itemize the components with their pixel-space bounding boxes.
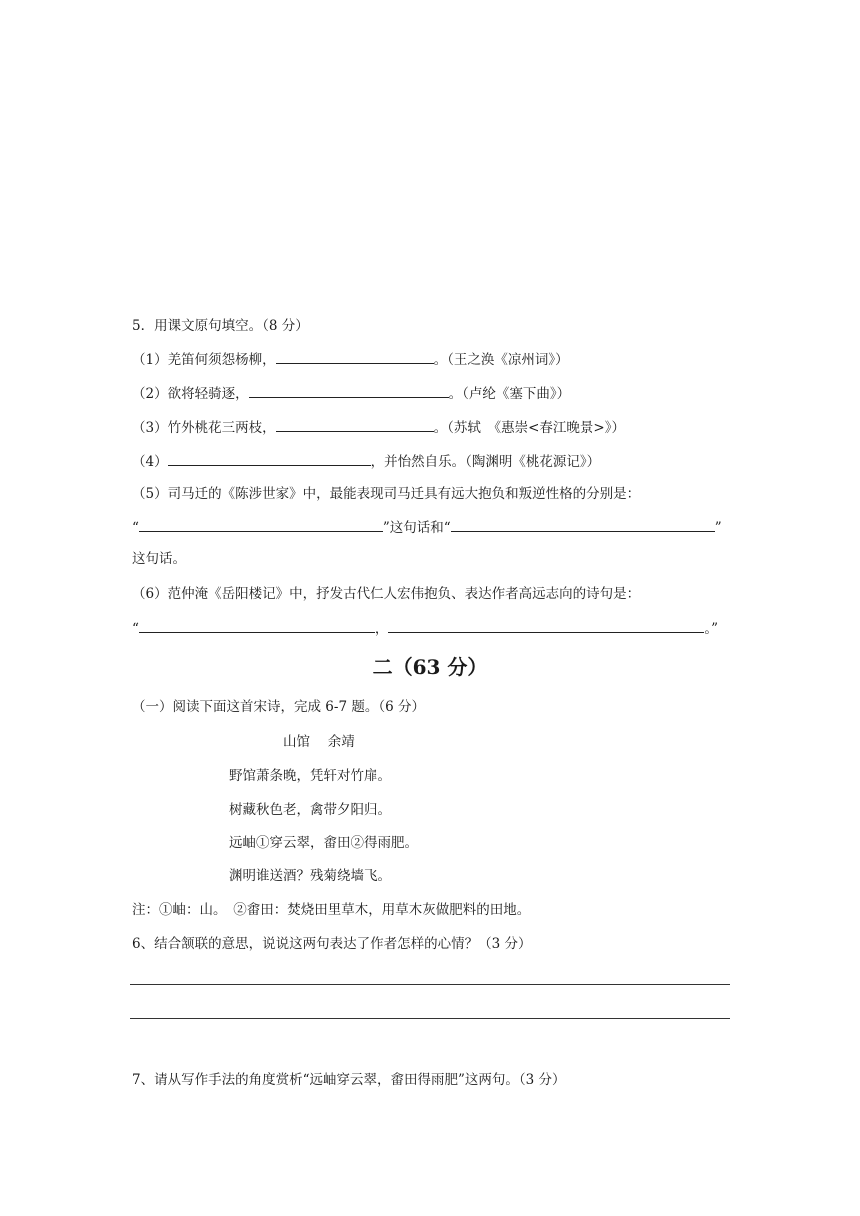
answer-blank: [139, 618, 375, 633]
q5-item-1-source: 。（王之涣《凉州词》）: [433, 352, 569, 368]
q6-prompt: 6、结合颔联的意思，说说这两句表达了作者怎样的心情？（3 分）: [132, 936, 532, 952]
answer-blank: [139, 517, 383, 532]
poem-title: 山馆 余靖: [283, 734, 355, 750]
q5-item-5-connector: ”这句话和“: [382, 520, 451, 536]
q5-item-5: （5）司马迁的《陈涉世家》中，最能表现司马迁具有远大抱负和叛逆性格的分别是：: [132, 486, 641, 502]
answer-blank: [276, 417, 434, 432]
poem-line: 渊明谁送酒？残菊绕墙飞。: [229, 868, 391, 884]
comma: ，: [374, 621, 389, 637]
open-quote: “: [132, 520, 139, 536]
q5-title: 5．用课文原句填空。（8 分）: [132, 318, 309, 334]
answer-line: [130, 1018, 730, 1019]
poem-line: 远岫①穿云翠，畬田②得雨肥。: [229, 835, 418, 851]
answer-line: [130, 984, 730, 985]
q5-item-6-answers: [132, 618, 718, 638]
q5-item-6: （6）范仲淹《岳阳楼记》中，抒发古代仁人宏伟抱负、表达作者高远志向的诗句是：: [132, 586, 641, 602]
q5-item-5-answers: [132, 517, 722, 537]
q7-prompt: 7、请从写作手法的角度赏析“远岫穿云翠，畬田得雨肥”这两句。（3 分）: [132, 1072, 566, 1088]
open-quote: “: [132, 621, 139, 637]
q5-item-1-prompt: （1）羌笛何须怨杨柳，: [132, 352, 276, 368]
q5-item-4: [132, 451, 600, 471]
q5-item-5-tail: 这句话。: [132, 551, 186, 567]
q5-item-2-source: 。（卢纶《塞下曲》）: [448, 386, 571, 402]
q5-item-2: [132, 383, 570, 403]
q5-item-3-source: 。（苏轼 《惠崇<春江晚景>》）: [433, 420, 625, 436]
answer-blank: [168, 451, 371, 466]
answer-blank: [451, 517, 715, 532]
section-heading: 二（63 分）: [372, 655, 488, 679]
q5-item-2-prompt: （2）欲将轻骑逐，: [132, 386, 249, 402]
part-1-intro: （一）阅读下面这首宋诗，完成 6-7 题。（6 分）: [132, 699, 425, 715]
answer-blank: [276, 349, 434, 364]
poem-line: 树藏秋色老，禽带夕阳归。: [229, 802, 391, 818]
q5-item-3-prompt: （3）竹外桃花三两枝，: [132, 420, 276, 436]
close-quote: ”: [714, 520, 722, 536]
q5-item-1: [132, 349, 569, 369]
poem-line: 野馆萧条晚，凭轩对竹扉。: [229, 768, 391, 784]
close-quote: 。”: [704, 621, 719, 637]
q5-item-3: [132, 417, 625, 437]
answer-blank: [249, 383, 449, 398]
q5-item-4-source: ，并怡然自乐。（陶渊明《桃花源记》）: [370, 454, 601, 470]
answer-blank: [388, 618, 704, 633]
q5-item-4-prompt: （4）: [132, 454, 168, 470]
poem-note: 注：①岫：山。 ②畬田：焚烧田里草木，用草木灰做肥料的田地。: [132, 902, 531, 918]
